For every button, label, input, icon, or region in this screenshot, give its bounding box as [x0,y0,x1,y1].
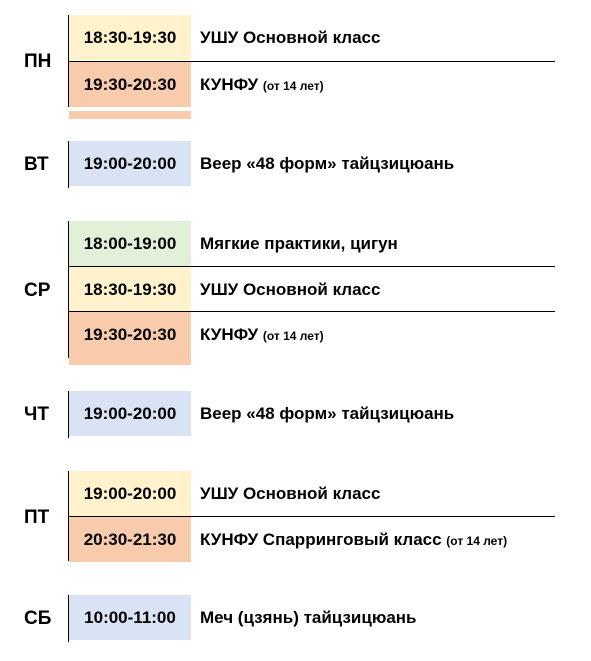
day-label: СБ [24,608,52,629]
age-note: (от 14 лет) [262,329,324,343]
age-note: (от 14 лет) [262,79,324,93]
day-label: ЧТ [24,404,49,425]
color-stripe [69,357,191,365]
time-slot: 19:30-20:30 [69,312,191,357]
time-slot: 19:00-20:00 [69,141,191,186]
time-slot: 18:30-19:30 [69,267,191,312]
day-block-wed [0,221,591,358]
day-label: ПН [24,51,52,72]
day-block-tue [0,141,591,188]
day-label: ВТ [24,154,49,175]
day-label: СР [24,280,51,301]
class-title: КУНФУ (от 14 лет) [200,75,324,94]
time-slot: 10:00-11:00 [69,595,191,640]
time-slot: 18:00-19:00 [69,221,191,266]
time-slot: 20:30-21:30 [69,517,191,562]
color-stripe [69,111,191,119]
day-block-fri [0,471,591,561]
time-slot: 19:00-20:00 [69,471,191,516]
day-block-mon [0,15,591,107]
class-title: УШУ Основной класс [200,484,381,503]
day-label: ПТ [24,507,50,528]
time-slot: 19:30-20:30 [69,62,191,107]
class-title: Мягкие практики, цигун [200,234,398,253]
time-slot: 18:30-19:30 [69,15,191,60]
class-title: УШУ Основной класс [200,280,381,299]
class-title: Веер «48 форм» тайцзицюань [200,404,455,423]
class-title: УШУ Основной класс [200,28,381,47]
day-block-thu [0,391,591,438]
class-title: Меч (цзянь) тайцзицюань [200,608,417,627]
class-title: КУНФУ (от 14 лет) [200,325,324,344]
age-note: (от 14 лет) [446,534,508,548]
class-title: Веер «48 форм» тайцзицюань [200,154,455,173]
day-block-sat [0,595,591,642]
time-slot: 19:00-20:00 [69,391,191,436]
class-title: КУНФУ Спарринговый класс (от 14 лет) [200,530,508,549]
